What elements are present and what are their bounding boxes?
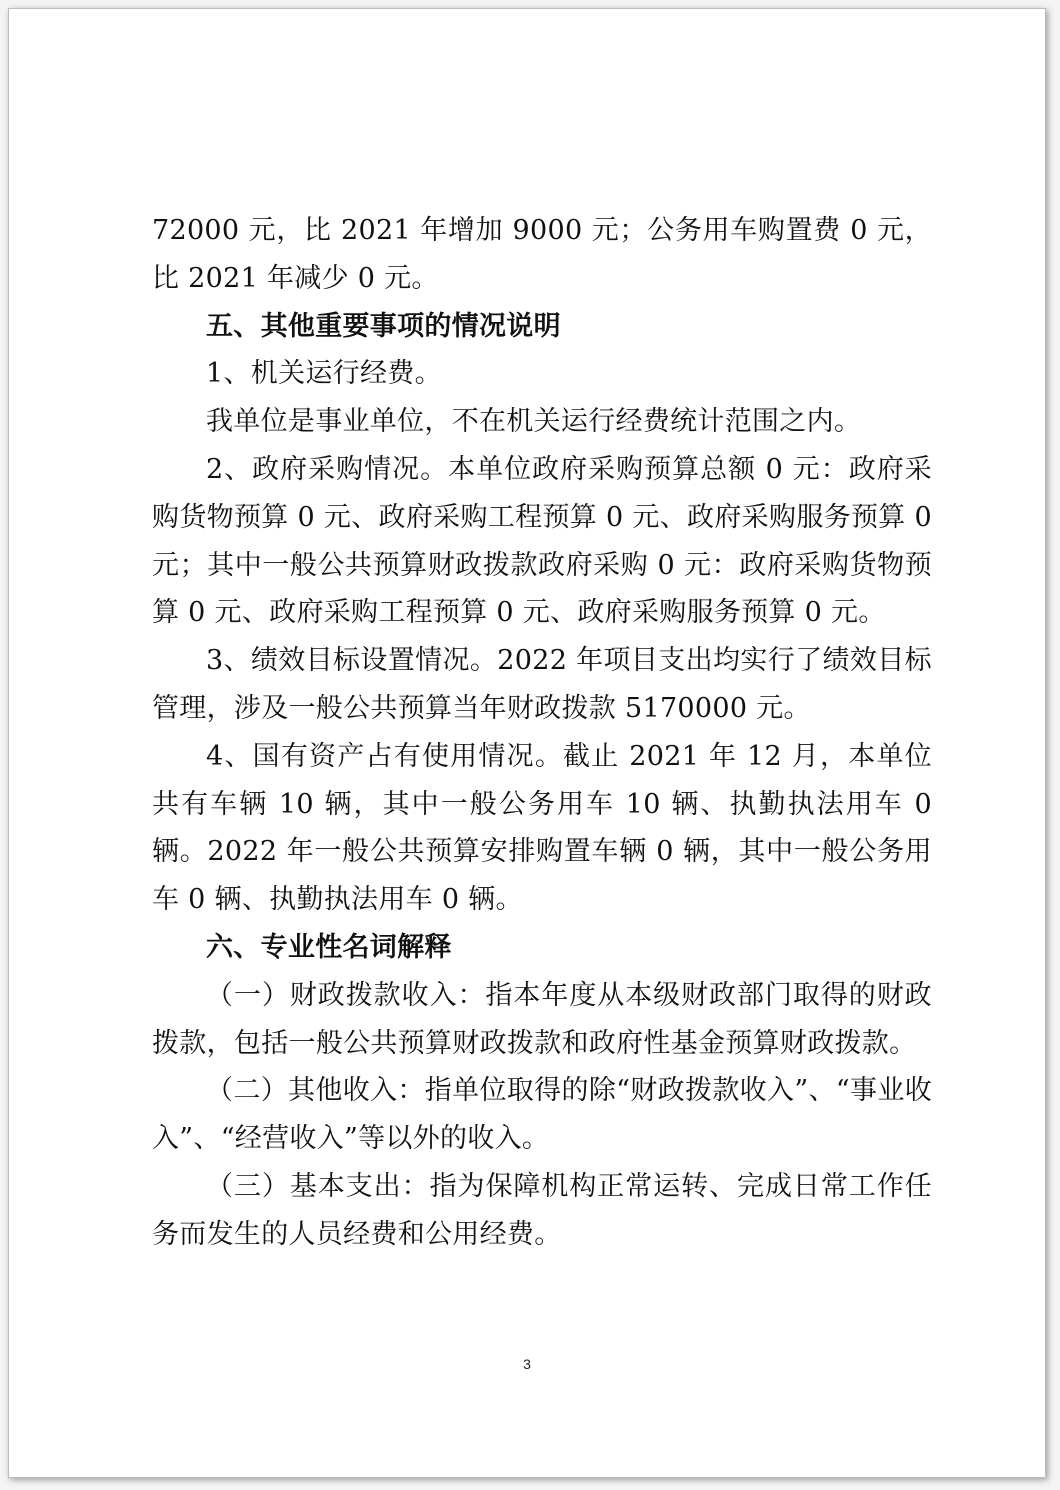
paragraph-operating-expenses: 1、机关运行经费。 (206, 358, 442, 390)
paragraph-operating-expenses-body: 我单位是事业单位，不在机关运行经费统计范围之内。 (206, 406, 862, 438)
paragraph-performance-targets: 3、绩效目标设置情况。2022 年项目支出均实行了绩效目标管理，涉及一般公共预算当年财政拨款 5170000 元。 (152, 645, 932, 724)
document-page (8, 8, 1046, 1478)
paragraph-carry-over: 72000 元，比 2021 年增加 9000 元；公务用车购置费 0 元，比 2021 年减少 0 元。 (152, 215, 932, 294)
paragraph-term-fiscal-appropriation: （一）财政拨款收入：指本年度从本级财政部门取得的财政拨款，包括一般公共预算财政拨款和政府性基金预算财政拨款。 (152, 979, 932, 1059)
page-number: 3 (523, 1356, 531, 1372)
document-body (152, 207, 932, 1259)
paragraph-state-assets: 4、国有资产占有使用情况。截止 2021 年 12 月，本单位共有车辆 10 辆，其中一般公务用车 10 辆、执勤执法用车 0 辆。2022 年一般公共预算安排购置车辆 0 辆，其中一般公务用车 0 辆、执勤执法用车 0 辆。 (152, 740, 932, 916)
section-heading-glossary: 六、专业性名词解释 (206, 931, 452, 963)
section-heading-other-matters: 五、其他重要事项的情况说明 (206, 310, 561, 342)
paragraph-term-other-income: （二）其他收入：指单位取得的除“财政拨款收入”、“事业收入”、“经营收入”等以外的收入。 (152, 1075, 932, 1155)
paragraph-term-basic-expenditure: （三）基本支出：指为保障机构正常运转、完成日常工作任务而发生的人员经费和公用经费。 (152, 1170, 932, 1250)
paragraph-government-procurement: 2、政府采购情况。本单位政府采购预算总额 0 元：政府采购货物预算 0 元、政府采购工程预算 0 元、政府采购服务预算 0 元；其中一般公共预算财政拨款政府采购 0 元：政府采购货物预算 0 元、政府采购工程预算 0 元、政府采购服务预算 0 元。 (152, 453, 932, 629)
